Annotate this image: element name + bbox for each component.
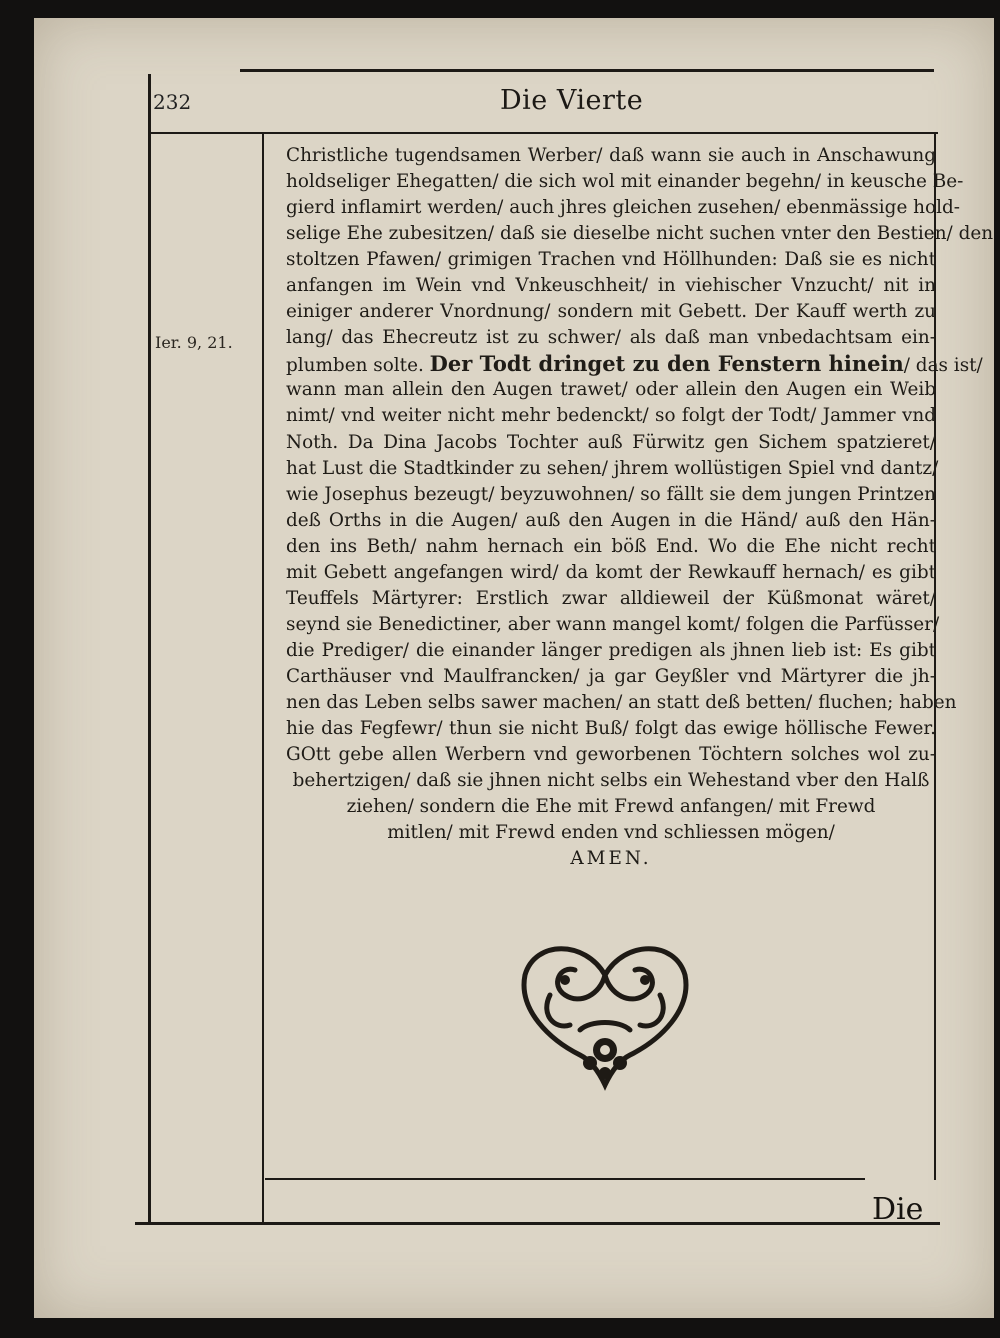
text-line-emphasis (286, 351, 983, 377)
bottom-rule (135, 1222, 940, 1225)
text-line: Noth. Da Dina Jacobs Tochter auß Fürwitz gen Sichem spatzieret/ (286, 431, 936, 453)
margin-note: Ier. 9, 21. (155, 333, 233, 352)
text-line: Christliche tugendsamen Werber/ daß wann sie auch in Anschawung (286, 145, 936, 166)
amen-line: AMEN. (570, 848, 652, 870)
page-number: 232 (153, 90, 192, 114)
closing-line: ziehen/ sondern die Ehe mit Frewd anfangen/ mit Frewd (346, 796, 876, 818)
running-head: Die Vierte (500, 85, 644, 116)
line-start: plumben solte. (286, 355, 430, 377)
text-line: wann man allein den Augen trawet/ oder allein den Augen ein Weib (286, 379, 936, 401)
text-line: hie das Fegfewr/ thun sie nicht Buß/ folgt das ewige höllische Fewer. (286, 718, 936, 740)
heart-fleuron-ornament-icon (510, 935, 700, 1095)
text-line: GOtt gebe allen Werbern vnd geworbenen Töchtern solches wol zu- (286, 744, 936, 766)
head-rule (150, 132, 938, 134)
body-text (286, 143, 994, 872)
catchword: Die (872, 1192, 924, 1227)
text-line: selige Ehe zubesitzen/ daß sie dieselbe nicht suchen vnter den Bestien/ den (286, 223, 994, 245)
text-line: wie Josephus bezeugt/ beyzuwohnen/ so fällt sie dem jungen Printzen (286, 483, 936, 505)
text-line: stoltzen Pfawen/ grimigen Trachen vnd Höllhunden: Daß sie es nicht (286, 249, 936, 271)
text-line: hat Lust die Stadtkinder zu sehen/ jhrem wollüstigen Spiel vnd dantz/ (286, 457, 939, 479)
text-line: mit Gebett angefangen wird/ da komt der Rewkauff hernach/ es gibt (286, 561, 936, 583)
text-line: den ins Beth/ nahm hernach ein böß End. Wo die Ehe nicht recht (286, 535, 936, 557)
closing-line: behertzigen/ daß sie jhnen nicht selbs ein Wehestand vber den Halß (292, 770, 930, 792)
emphasized-quote: Der Todt dringet zu den Fenstern hinein (429, 351, 904, 377)
left-outer-rule (148, 74, 151, 1224)
top-rule (240, 69, 934, 72)
closing-line: mitlen/ mit Frewd enden vnd schliessen mögen/ (387, 822, 835, 844)
text-line: die Prediger/ die einander länger predigen als jhnen lieb ist: Es gibt (286, 639, 936, 661)
text-line: einiger anderer Vnordnung/ sondern mit Gebett. Der Kauff werth zu (286, 301, 936, 323)
text-line: seynd sie Benedictiner, aber wann mangel komt/ folgen die Parfüsser/ (286, 613, 940, 635)
column-rule (262, 134, 264, 1224)
text-line: Teuffels Märtyrer: Erstlich zwar alldieweil der Küßmonat wäret/ (286, 587, 936, 609)
line-end: / das ist/ (903, 355, 983, 377)
text-line: anfangen im Wein vnd Vnkeuschheit/ in viehischer Vnzucht/ nit in (286, 275, 936, 297)
text-line: nimt/ vnd weiter nicht mehr bedenckt/ so folgt der Todt/ Jammer vnd (286, 405, 936, 427)
text-line: nen das Leben selbs sawer machen/ an statt deß betten/ fluchen; haben (286, 691, 957, 713)
text-line: holdseliger Ehegatten/ die sich wol mit einander begehn/ in keusche Be- (286, 171, 964, 193)
text-line: deß Orths in die Augen/ auß den Augen in die Händ/ auß den Hän- (286, 509, 936, 531)
text-line: Carthäuser vnd Maulfrancken/ ja gar Geyßler vnd Märtyrer die jh- (286, 665, 936, 687)
bottom-inner-rule (265, 1178, 865, 1180)
text-line: gierd inflamirt werden/ auch jhres gleichen zusehen/ ebenmässige hold- (286, 197, 960, 219)
text-line: lang/ das Ehecreutz ist zu schwer/ als daß man vnbedachtsam ein- (286, 327, 936, 349)
